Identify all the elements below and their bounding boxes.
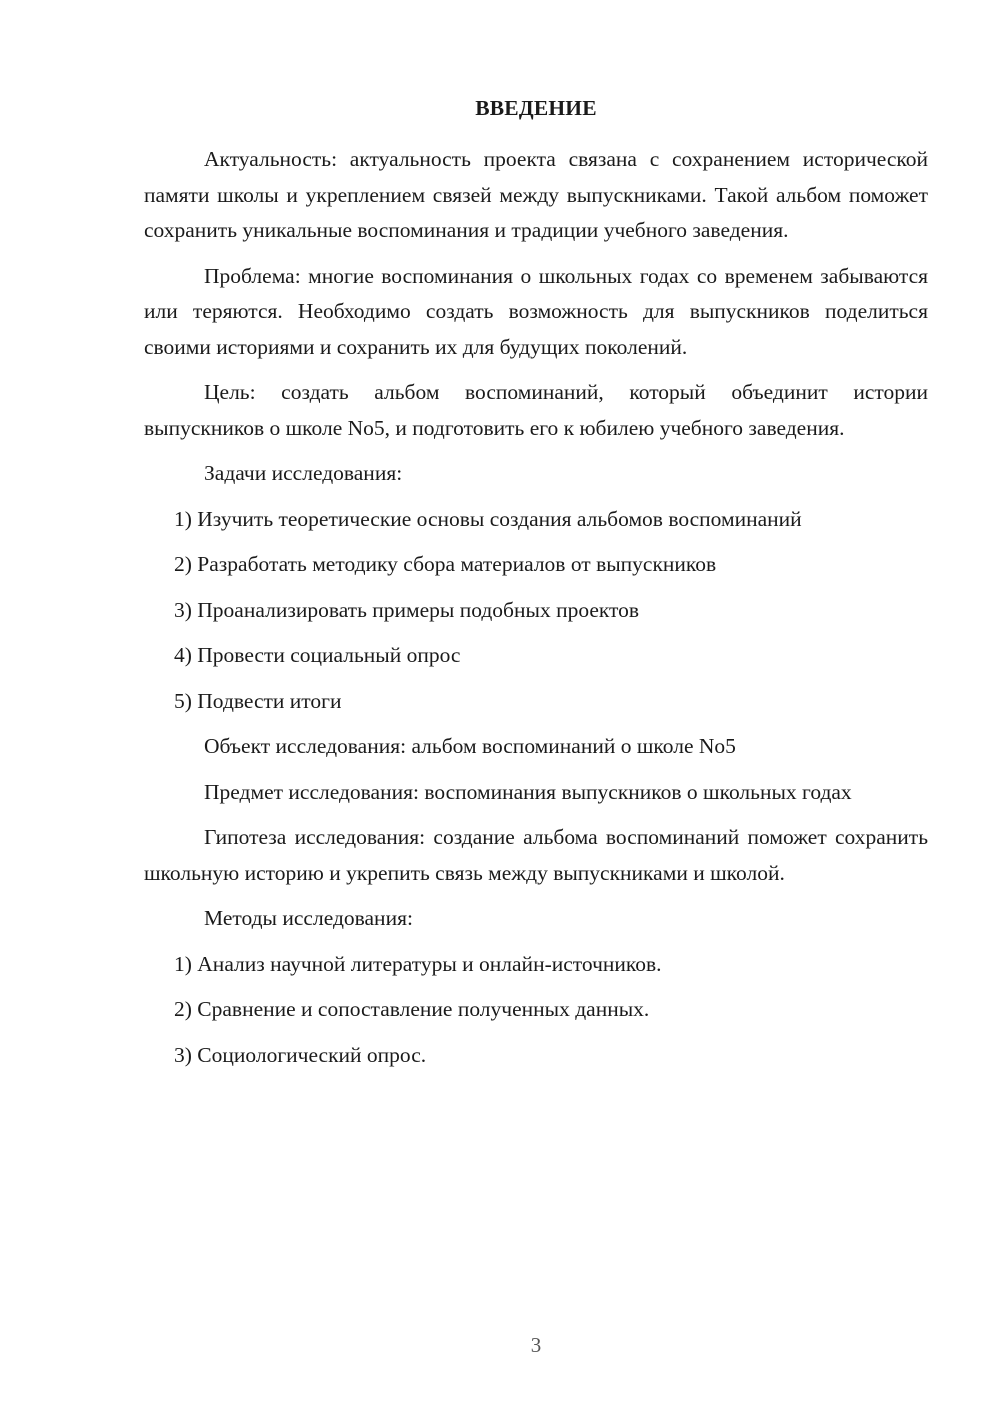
method-item: 1) Анализ научной литературы и онлайн-источников. <box>174 951 662 976</box>
task-item: 4) Провести социальный опрос <box>174 643 461 667</box>
problem-paragraph: Проблема: многие воспоминания о школьных годах со временем забываются или теряются. Необходимо создать возможность для выпускников поделиться своими историями и сохранить их для будущих поколений. <box>144 263 928 359</box>
task-item: 1) Изучить теоретические основы создания альбомов воспоминаний <box>174 506 802 531</box>
methods-title: Методы исследования: <box>204 906 413 930</box>
page-number: 3 <box>530 1333 542 1357</box>
task-item: 2) Разработать методику сбора материалов от выпускников <box>174 552 717 576</box>
page-heading: ВВЕДЕНИЕ <box>475 96 597 120</box>
method-item: 2) Сравнение и сопоставление полученных данных. <box>174 997 650 1021</box>
task-item: 5) Подвести итоги <box>174 688 342 713</box>
hypothesis-paragraph: Гипотеза исследования: создание альбома воспоминаний поможет сохранить школьную историю и укрепить связь между выпускниками и школой. <box>144 825 928 885</box>
method-item: 3) Социологический опрос. <box>174 1042 427 1067</box>
subject-paragraph: Предмет исследования: воспоминания выпускников о школьных годах <box>204 779 852 804</box>
tasks-title: Задачи исследования: <box>204 461 403 485</box>
goal-paragraph: Цель: создать альбом воспоминаний, который объединит истории выпускников о школе No5, и подготовить его к юбилею учебного заведения. <box>144 380 928 440</box>
object-paragraph: Объект исследования: альбом воспоминаний о школе No5 <box>204 734 736 758</box>
relevance-paragraph: Актуальность: актуальность проекта связана с сохранением исторической памяти школы и укреплением связей между выпускниками. Такой альбом поможет сохранить уникальные воспоминания и традиции учебного заведения. <box>144 147 928 242</box>
document-body <box>144 142 928 1073</box>
task-item: 3) Проанализировать примеры подобных проектов <box>174 597 640 622</box>
